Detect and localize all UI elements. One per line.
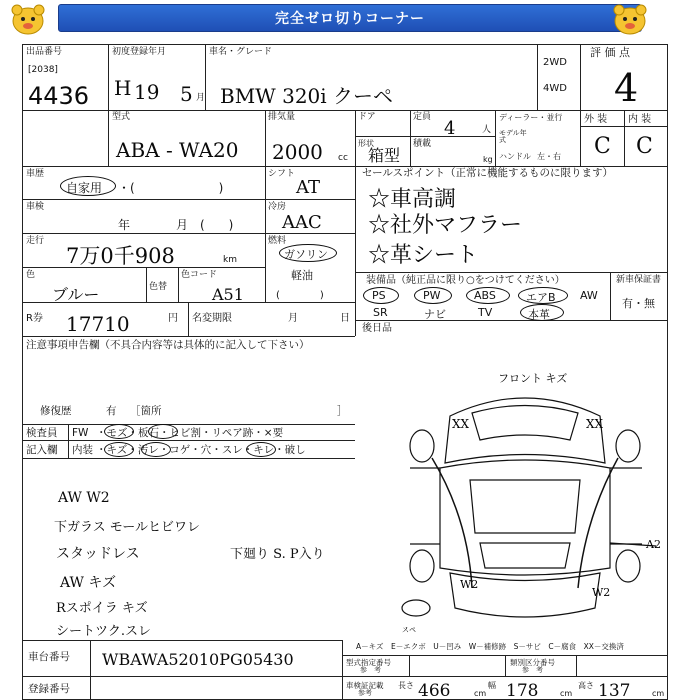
door-value: 4 xyxy=(444,118,456,139)
displacement-value: 2000 xyxy=(272,140,323,164)
color-code-label: 色コード xyxy=(181,270,218,280)
repair-value: 有 xyxy=(106,405,117,417)
mileage-unit: km xyxy=(223,255,237,265)
lot-sub: [2038] xyxy=(28,65,58,75)
door-label: ドア xyxy=(358,112,376,122)
grade-int-label: 内 装 xyxy=(628,114,652,125)
equip-airbag: エアB xyxy=(526,291,556,304)
after-input-label: 後日品 xyxy=(362,323,392,334)
length-value: 466 xyxy=(418,681,451,700)
diagram-front-note: フロント キズ xyxy=(498,372,568,385)
sales-point-1: ☆車高調 xyxy=(368,187,457,212)
remark-5: Rスポイラ キズ xyxy=(56,601,148,616)
color-code: A51 xyxy=(212,285,244,304)
warranty-label: 新車保証書 xyxy=(616,275,662,285)
displacement-label: 排気量 xyxy=(268,112,296,122)
grade-value: 4 xyxy=(614,66,639,110)
equip-sr: SR xyxy=(373,306,388,319)
fuel-gas: ガソリン xyxy=(284,248,328,261)
height-label: 高さ xyxy=(578,681,594,690)
class-number-label: 類別区分番号 xyxy=(510,658,555,667)
recorder-int: 内装 xyxy=(72,444,93,456)
chassis-label: 車台番号 xyxy=(28,651,70,663)
model-year-label: モデル年式 xyxy=(499,129,527,144)
model-label: 型式 xyxy=(112,112,131,122)
equip-abs: ABS xyxy=(474,289,496,302)
car-name: BMW 320i クーペ xyxy=(220,84,394,108)
lot-number: 4436 xyxy=(28,82,90,110)
repair-label: 修復歴 xyxy=(40,405,72,417)
mileage-value: 7万0千908 xyxy=(66,244,175,268)
recycle-unit: 円 xyxy=(168,313,178,324)
registration-deadline-label: 名変期限 xyxy=(192,313,232,324)
inspection-paren: ( ) xyxy=(200,218,234,232)
cert-sub: 参考 xyxy=(358,689,372,697)
diagram-right-note: A2 xyxy=(646,538,661,551)
grade-int: C xyxy=(636,134,653,159)
first-reg-month: 5 xyxy=(180,82,193,106)
diagram-rl-note: W2 xyxy=(460,578,479,591)
width-label: 幅 xyxy=(488,681,496,690)
model-value: ABA - WA20 xyxy=(116,138,239,162)
height-value: 137 xyxy=(598,681,631,700)
first-reg-label: 初度登録年月 xyxy=(112,47,167,57)
class-number-sub: 参 考 xyxy=(522,666,543,674)
car-damage-diagram xyxy=(380,368,670,638)
shape-value: 箱型 xyxy=(368,146,401,165)
inspection-label: 車検 xyxy=(26,202,45,212)
cert-label: 車検証記載 xyxy=(346,681,384,690)
color-change-label: 色替 xyxy=(149,282,168,292)
remark-extra: 下廻り S. P入り xyxy=(230,547,325,562)
recorder-items: ・キズ・汚レ・コゲ・穴・スレ・キレ・破し xyxy=(96,444,306,456)
shift-label: シフト xyxy=(268,169,296,179)
fuel-label: 燃料 xyxy=(268,236,287,246)
recycle-label: R券 xyxy=(26,313,43,324)
banner-title: 完全ゼロ切りコーナー xyxy=(58,4,642,32)
shift-value: AT xyxy=(296,177,321,198)
usage-label: 車歴 xyxy=(26,169,45,179)
width-value: 178 xyxy=(506,681,539,700)
color-label: 色 xyxy=(26,270,36,280)
handle-options: 左・右 xyxy=(537,152,561,161)
first-reg-era: H xyxy=(114,76,132,100)
load-unit: kg xyxy=(483,155,493,164)
type-designation-label: 型式指定番号 xyxy=(346,658,391,667)
mascot-right-icon xyxy=(610,2,650,36)
grade-ext-label: 外 装 xyxy=(584,114,608,125)
diagram-fl-note: XX xyxy=(452,417,470,431)
notes-label: 注意事項申告欄（不具合内容等は具体的に記入して下さい） xyxy=(26,339,310,351)
equip-navi: ナビ xyxy=(424,308,446,321)
capacity-unit: 人 xyxy=(482,125,492,135)
registration-label: 登録番号 xyxy=(28,683,70,695)
recorder-label: 記入欄 xyxy=(26,444,58,456)
mileage-label: 走行 xyxy=(26,236,45,246)
mascot-left-icon xyxy=(8,2,48,36)
dealer-label: ディーラー・並行 xyxy=(499,113,563,122)
grade-ext: C xyxy=(594,134,611,159)
length-unit: cm xyxy=(474,689,487,698)
diagram-rr-note: W2 xyxy=(592,586,611,599)
handle-label: ハンドル xyxy=(499,152,531,161)
remark-6: シートツク.スレ xyxy=(56,624,152,639)
drive-2wd: 2WD xyxy=(543,57,567,68)
fuel-diesel: 軽油 xyxy=(291,269,313,282)
inspector-fw: FW xyxy=(72,427,89,439)
first-reg-year: 19 xyxy=(134,80,160,104)
equip-tv: TV xyxy=(478,306,493,319)
grade-label: 評 価 点 xyxy=(590,46,630,59)
cooler-value: AAC xyxy=(282,212,322,233)
repair-place-label: ［箇所 xyxy=(130,405,162,417)
diagram-bottom-note: スペ xyxy=(402,626,416,634)
height-unit: cm xyxy=(652,689,665,698)
equip-ps: PS xyxy=(372,289,386,302)
usage-value: 自家用 xyxy=(66,181,103,195)
cooler-label: 冷房 xyxy=(268,202,287,212)
usage-rest: ・( ) xyxy=(118,181,224,195)
inspector-label: 検査員 xyxy=(26,427,58,439)
load-label: 積載 xyxy=(413,139,432,149)
shape-label: 形状 xyxy=(358,139,374,148)
equip-pw: PW xyxy=(423,289,441,302)
sales-title: セールスポイント（正常に機能するものに限ります） xyxy=(362,167,614,179)
equip-aw: AW xyxy=(580,289,598,302)
width-unit: cm xyxy=(560,689,573,698)
type-designation-sub: 参 考 xyxy=(360,666,381,674)
remark-3: スタッドレス xyxy=(56,546,140,562)
damage-legend: A－キズ E－エクボ U－凹み W－補修跡 S－サビ C－腐食 XX－交換済 xyxy=(356,642,624,651)
equip-leather: 本革 xyxy=(528,308,550,321)
lot-label: 出品番号 xyxy=(26,47,63,57)
remark-1: AW W2 xyxy=(58,490,110,506)
diagram-fr-note: XX xyxy=(586,417,604,431)
sales-point-2: ☆社外マフラー xyxy=(368,213,523,238)
repair-close: ］ xyxy=(337,405,348,417)
recycle-value: 17710 xyxy=(66,312,130,336)
car-name-label: 車名・グレード xyxy=(209,47,273,57)
color-value: ブルー xyxy=(52,285,100,304)
header-banner xyxy=(0,0,700,38)
displacement-unit: cc xyxy=(338,153,348,163)
remark-2: 下ガラス モールヒビワレ xyxy=(54,520,200,535)
inspector-items: ・モズ・板石・ヒビ割・リペア跡・×要 xyxy=(96,427,284,439)
capacity-label: 定員 xyxy=(413,112,432,122)
chassis-number: WBAWA52010PG05430 xyxy=(102,650,294,669)
drive-4wd: 4WD xyxy=(543,83,567,94)
remark-4: AW キズ xyxy=(60,575,117,591)
fuel-paren: ( ) xyxy=(276,290,324,301)
equipment-title: 装備品（純正品に限り○をつけてください） xyxy=(366,275,565,286)
length-label: 長さ xyxy=(398,681,414,690)
inspection-year: 年 xyxy=(118,218,131,232)
first-reg-month-unit: 月 xyxy=(196,93,206,103)
registration-deadline-month: 月 xyxy=(288,313,298,324)
sales-point-3: ☆革シート xyxy=(368,243,479,268)
inspection-month: 月 xyxy=(176,218,189,232)
warranty-value: 有・無 xyxy=(622,297,655,310)
registration-deadline-day: 日 xyxy=(340,313,350,324)
